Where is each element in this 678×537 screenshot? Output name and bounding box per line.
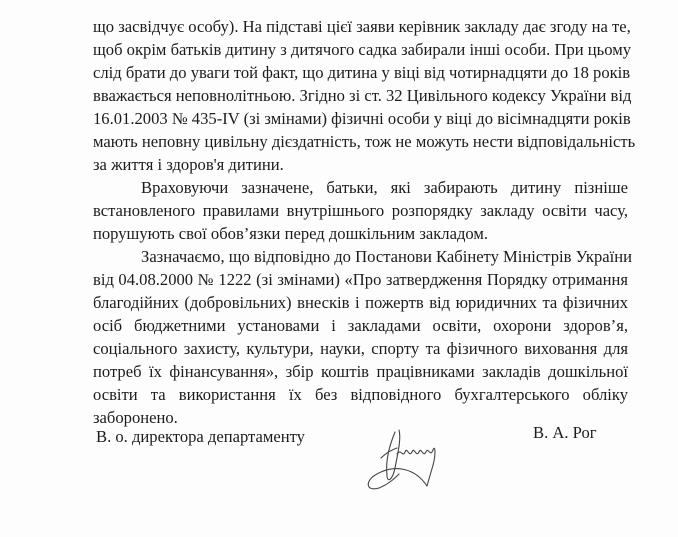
text-line: заборонено. xyxy=(93,408,178,427)
text-line: щоб окрім батьків дитину з дитячого садка забирали інші особи. При цьому xyxy=(93,40,632,59)
signatory-name: В. А. Рог xyxy=(533,423,597,442)
paragraph-3 xyxy=(93,245,632,429)
text-line: порушують свої обов’язки перед дошкільним закладом. xyxy=(93,224,489,243)
text-line: вважається неповнолітньою. Згідно зі ст. 32 Цивільного кодексу України від xyxy=(93,86,632,105)
text-line: соціального захисту, культури, науки, спорту та фізичного виховання для xyxy=(93,339,628,358)
paragraph-2 xyxy=(93,176,628,245)
text-line: за життя і здоров'я дитини. xyxy=(93,155,284,174)
text-line: осіб бюджетними установами і закладами освіти, охорони здоров’я, xyxy=(93,316,628,335)
text-line: благодійних (добровільних) внесків і пожертв від юридичних та фізичних xyxy=(93,293,628,312)
handwritten-signature xyxy=(355,418,475,498)
text-line: від 04.08.2000 № 1222 (зі змінами) «Про затвердження Порядку отримання xyxy=(93,270,628,289)
text-line: потреб їх фінансування», збір коштів працівниками закладів дошкільної xyxy=(93,362,628,381)
text-line: що засвідчує особу). На підставі цієї заяви керівник закладу дає згоду на те, xyxy=(93,17,631,36)
document-body xyxy=(93,15,636,429)
text-line: встановленого правилами внутрішнього розпорядку закладу освіти часу, xyxy=(93,201,628,220)
text-line: Зазначаємо, що відповідно до Постанови Кабінету Міністрів України xyxy=(141,247,632,266)
paragraph-1 xyxy=(93,15,636,176)
text-line: освіти та використання їх без відповідного бухгалтерського обліку xyxy=(93,385,628,404)
text-line: слід брати до уваги той факт, що дитина у віці від чотирнадцяти до 18 років xyxy=(93,63,631,82)
text-line: Враховуючи зазначене, батьки, які забирають дитину пізніше xyxy=(141,178,628,197)
text-line: 16.01.2003 № 435-IV (зі змінами) фізичні особи у віці до вісімнадцяти років xyxy=(93,109,631,128)
signatory-position: В. о. директора департаменту xyxy=(96,427,305,446)
text-line: мають неповну цивільну дієздатність, тож не можуть нести відповідальність xyxy=(93,132,636,151)
